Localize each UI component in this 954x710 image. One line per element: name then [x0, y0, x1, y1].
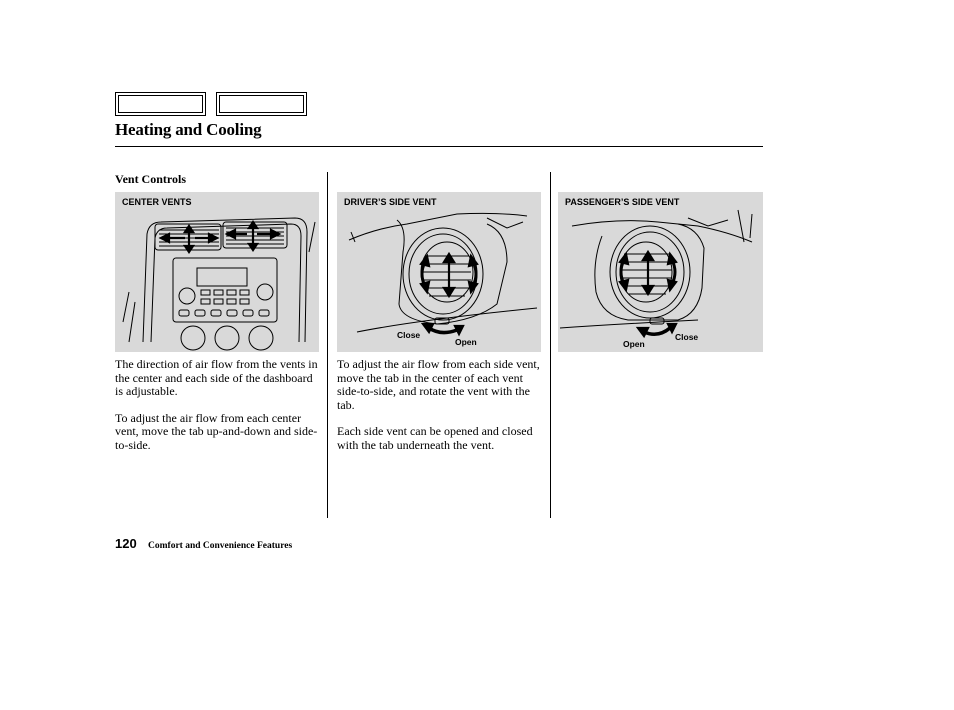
- passengers-vent-open-label: Open: [623, 339, 645, 349]
- footer-title: Comfort and Convenience Features: [148, 541, 293, 551]
- drivers-side-vent-caption: DRIVER’S SIDE VENT: [344, 197, 437, 207]
- column-2-paragraph-1: To adjust the air flow from each side vent, move the tab in the center of each vent side-to-side, and rotate the vent with the tab.: [337, 357, 540, 412]
- column-2-text: [337, 358, 542, 465]
- column-2-paragraph-2: Each side vent can be opened and closed with the tab underneath the vent.: [337, 424, 533, 452]
- drivers-vent-close-label: Close: [397, 330, 421, 340]
- drivers-vent-open-label: Open: [455, 337, 477, 347]
- column-1-paragraph-2: To adjust the air flow from each center vent, move the tab up-and-down and side-to-side.: [115, 410, 318, 452]
- page-title: Heating and Cooling: [115, 120, 262, 139]
- drivers-side-vent-figure: [337, 192, 541, 352]
- drivers-side-vent-illustration: [337, 192, 541, 352]
- title-rule: [115, 146, 763, 147]
- column-1-text: [115, 358, 320, 465]
- passengers-side-vent-caption: PASSENGER’S SIDE VENT: [565, 197, 680, 207]
- passengers-vent-close-label: Close: [675, 332, 699, 342]
- passengers-side-vent-figure: [558, 192, 763, 352]
- header-tab-box-1: [115, 92, 206, 116]
- column-divider-1: [327, 172, 328, 518]
- center-vents-caption: CENTER VENTS: [122, 197, 192, 207]
- section-heading: Vent Controls: [115, 172, 187, 186]
- center-vents-figure: [115, 192, 319, 352]
- column-divider-2: [550, 172, 551, 518]
- column-1-paragraph-1: The direction of air flow from the vents in the center and each side of the dashboard is adjustable.: [115, 357, 318, 398]
- center-vents-illustration: [115, 192, 319, 352]
- passengers-side-vent-illustration: [558, 192, 763, 352]
- page-number: 120: [115, 536, 137, 551]
- header-tab-box-2: [216, 92, 307, 116]
